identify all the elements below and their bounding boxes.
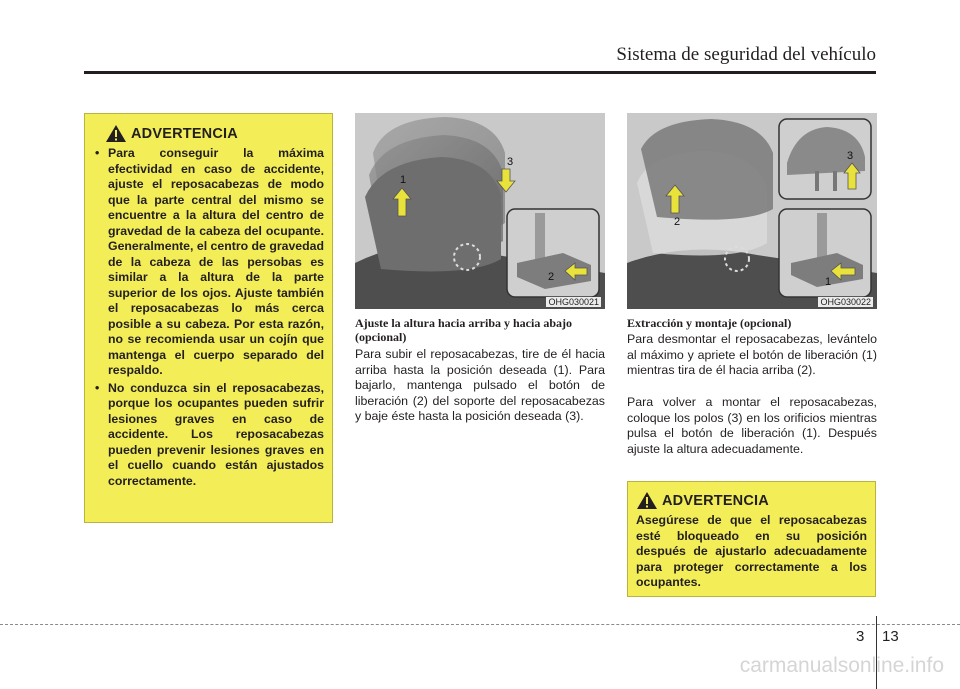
warning-box-left bbox=[84, 113, 333, 523]
warning-box-right bbox=[627, 481, 876, 597]
warning-text: Asegúrese de que el reposacabezas esté bloqueado en su posición después de ajustarlo adecuadamente para proteger correctamente a los ocupantes. bbox=[636, 513, 867, 589]
figure2-label-1: 1 bbox=[825, 276, 832, 288]
warning-title-text: ADVERTENCIA bbox=[131, 125, 238, 142]
page-number: 13 bbox=[882, 628, 899, 645]
figure2-paragraph-1: Para desmontar el reposacabezas, levántelo al máximo y apriete el botón de liberación (1) mientras tira de él hacia arriba (2). bbox=[627, 332, 877, 378]
warning-item: • Para conseguir la máxima efectividad en caso de accidente, ajuste el reposacabezas de modo que la parte central del mismo se encuentre a la altura del centro de gravedad de la cabeza del ocupante. Generalmente, el centro de gravedad de la cabeza de las persobas es similar a la altura de la parte superior de los ojos. Ajuste también el reposacabezas lo más cerca posible a su cabeza. Por esta razón, no se recomienda usar un cojín que mantenga el cuerpo separado del respaldo. bbox=[93, 146, 324, 379]
headrest-removal-illustration bbox=[627, 113, 877, 309]
figure1-label-3: 3 bbox=[507, 156, 514, 168]
figure1-label-2: 2 bbox=[548, 271, 555, 283]
figure2-label-3: 3 bbox=[847, 150, 854, 162]
headrest-height-illustration bbox=[355, 113, 605, 309]
footer-divider bbox=[876, 616, 877, 689]
figure1-paragraph: Para subir el reposacabezas, tire de él hacia arriba hasta la posición deseada (1). Para bajarlo, mantenga pulsado el botón de liberación (2) del soporte del reposacabezas y baje éste hasta la posición deseada (3). bbox=[355, 347, 605, 424]
figure1-label-1: 1 bbox=[400, 174, 407, 186]
chapter-number: 3 bbox=[856, 628, 865, 645]
header-rule bbox=[84, 71, 876, 74]
warning-title-right bbox=[636, 491, 867, 510]
watermark: carmanualsonline.info bbox=[739, 654, 944, 677]
warning-title-text: ADVERTENCIA bbox=[662, 492, 769, 509]
warning-list bbox=[93, 146, 324, 489]
figure2-paragraph-2: Para volver a montar el reposacabezas, coloque los polos (3) en los orificios mientras pulsa el botón de liberación (1). Después ajuste la altura adecuadamente. bbox=[627, 395, 877, 456]
figure2-code: OHG030022 bbox=[820, 297, 871, 307]
warning-title-left bbox=[105, 124, 324, 143]
page-header-title: Sistema de seguridad del vehículo bbox=[616, 44, 876, 65]
footer-rule bbox=[0, 624, 960, 625]
figure2-caption: Extracción y montaje (opcional) bbox=[627, 316, 792, 330]
warning-item: • No conduzca sin el reposacabezas, porque los ocupantes pueden sufrir lesiones graves en caso de accidente. Los reposacabezas pueden prevenir lesiones graves en el cuello cuando están ajustados correctamente. bbox=[93, 381, 324, 490]
warning-triangle-icon bbox=[105, 124, 127, 143]
warning-triangle-icon bbox=[636, 491, 658, 510]
figure1-code: OHG030021 bbox=[548, 297, 599, 307]
figure1-caption: Ajuste la altura hacia arriba y hacia abajo (opcional) bbox=[355, 316, 572, 344]
figure2-label-2: 2 bbox=[674, 216, 681, 228]
